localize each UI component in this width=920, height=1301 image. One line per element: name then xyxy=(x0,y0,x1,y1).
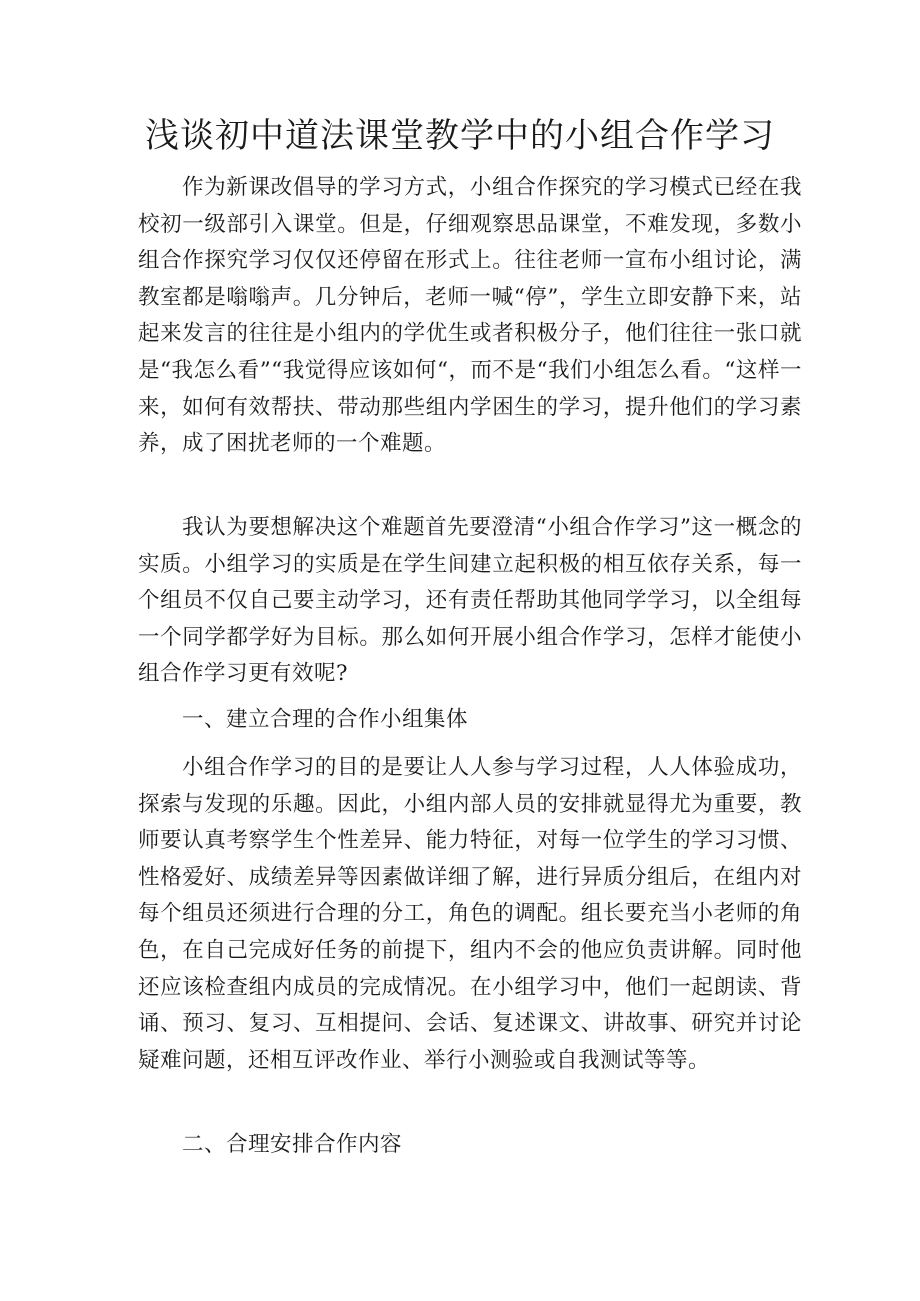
document-title: 浅谈初中道法课堂教学中的小组合作学习 xyxy=(145,116,775,156)
body-paragraph: 我认为要想解决这个难题首先要澄清“小组合作学习”这一概念的实质。小组学习的实质是在学生间建立起积极的相互依存关系，每一个组员不仅自己要主动学习，还有责任帮助其他同学学习，以全组每一个同学都学好为目标。那么如何开展小组合作学习，怎样才能使小组合作学习更有效呢? xyxy=(138,515,802,687)
body-paragraph: 小组合作学习的目的是要让人人参与学习过程，人人体验成功，探索与发现的乐趣。因此，小组内部人员的安排就显得尤为重要，教师要认真考察学生个性差异、能力特征，对每一位学生的学习习惯、性格爱好、成绩差异等因素做详细了解，进行异质分组后，在组内对每个组员还须进行合理的分工，角色的调配。组长要充当小老师的角色，在自己完成好任务的前提下，组内不会的他应负责讲解。同时他还应该检查组内成员的完成情况。在小组学习中，他们一起朗读、背诵、预习、复习、互相提问、会话、复述课文、讲故事、研究并讨论疑难问题，还相互评改作业、举行小测验或自我测试等等。 xyxy=(138,755,802,1073)
section-heading: 二、合理安排合作内容 xyxy=(182,1132,403,1157)
section-heading: 一、建立合理的合作小组集体 xyxy=(182,707,469,732)
body-paragraph: 作为新课改倡导的学习方式，小组合作探究的学习模式已经在我校初一级部引入课堂。但是，仔细观察思品课堂，不难发现，多数小组合作探究学习仅仅还停留在形式上。往往老师一宣布小组讨论，满教室都是嗡嗡声。几分钟后，老师一喊“停”，学生立即安静下来，站起来发言的往往是小组内的学优生或者积极分子，他们往往一张口就是“我怎么看”“我觉得应该如何“，而不是“我们小组怎么看。“这样一来，如何有效帮扶、带动那些组内学困生的学习，提升他们的学习素养，成了困扰老师的一个难题。 xyxy=(138,175,802,457)
